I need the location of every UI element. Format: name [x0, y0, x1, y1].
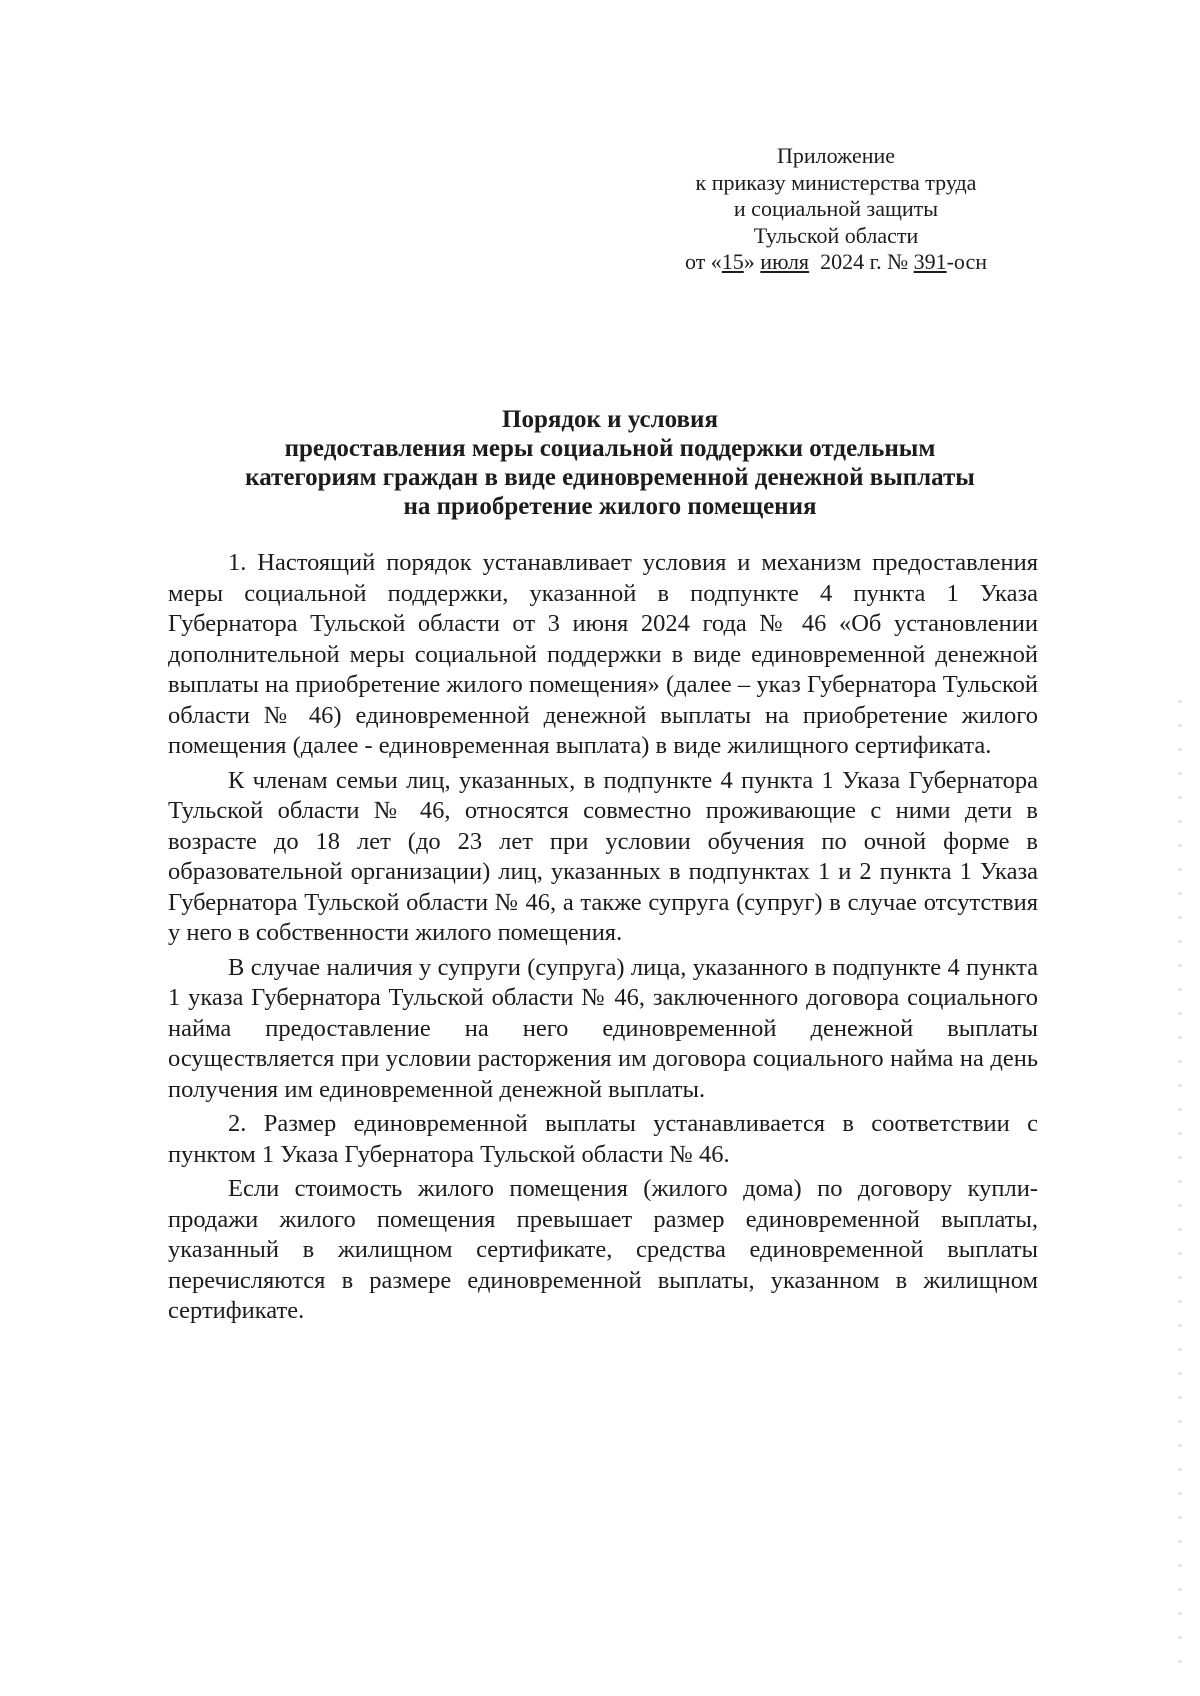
date-mid-1: »	[743, 249, 761, 274]
title-line-1: Порядок и условия	[502, 406, 718, 433]
paragraph-3: В случае наличия у супруги (супруга) лица, указанного в подпункте 4 пункта 1 указа Губернатора Тульской области № 46, заключенного договора социального найма предоставление на него единовременной денежной выплаты осуществляется при условии расторжения им договора социального найма на день получения им единовременной денежной выплаты.	[168, 953, 1038, 1103]
date-mid-2: 2024 г. №	[809, 249, 914, 274]
paragraph-5: Если стоимость жилого помещения (жилого дома) по договору купли-продажи жилого помещения превышает размер единовременной выплаты, указанный в жилищном сертификате, средства единовременной выплаты перечисляются в размере единовременной выплаты, указанном в жилищном сертификате.	[168, 1175, 1038, 1324]
order-number-suffix: -осн	[946, 249, 988, 274]
document-title	[170, 405, 1050, 521]
paragraph-4: 2. Размер единовременной выплаты устанавливается в соответствии с пунктом 1 Указа Губернатора Тульской области № 46.	[168, 1110, 1038, 1168]
appendix-block	[636, 143, 1036, 276]
document-body	[168, 548, 1038, 1327]
paragraph-1: 1. Настоящий порядок устанавливает условия и механизм предоставления меры социальной поддержки, указанной в подпункте 4 пункта 1 Указа Губернатора Тульской области от 3 июня 2024 года № 46 «Об установлении дополнительной меры социальной поддержки в виде единовременной денежной выплаты на приобретение жилого помещения» (далее – указ Губернатора Тульской области № 46) единовременной денежной выплаты на приобретение жилого помещения (далее - единовременная выплата) в виде жилищного сертификата.	[168, 549, 1038, 759]
appendix-line-3: и социальной защиты	[733, 196, 939, 221]
appendix-line-1: Приложение	[776, 143, 896, 168]
date-day: 15	[721, 249, 744, 274]
title-line-3: категориям граждан в виде единовременной денежной выплаты	[245, 464, 975, 491]
appendix-line-4: Тульской области	[753, 222, 919, 248]
title-line-2: предоставления меры социальной поддержки отдельным	[284, 435, 936, 462]
date-month: июля	[760, 249, 810, 274]
scan-edge-marks	[1178, 700, 1182, 1680]
paragraph-2: К членам семьи лиц, указанных, в подпункте 4 пункта 1 Указа Губернатора Тульской области № 46, относятся совместно проживающие с ними дети в возрасте до 18 лет (до 23 лет при условии обучения по очной форме в образовательной организации) лиц, указанных в подпунктах 1 и 2 пункта 1 Указа Губернатора Тульской области № 46, а также супруга (супруг) в случае отсутствия у него в собственности жилого помещения.	[168, 766, 1038, 946]
date-prefix: от «	[684, 249, 722, 274]
appendix-date-line	[636, 249, 1036, 276]
appendix-line-2: к приказу министерства труда	[695, 169, 977, 195]
order-number: 391	[913, 249, 947, 274]
title-line-4: на приобретение жилого помещения	[403, 493, 817, 520]
